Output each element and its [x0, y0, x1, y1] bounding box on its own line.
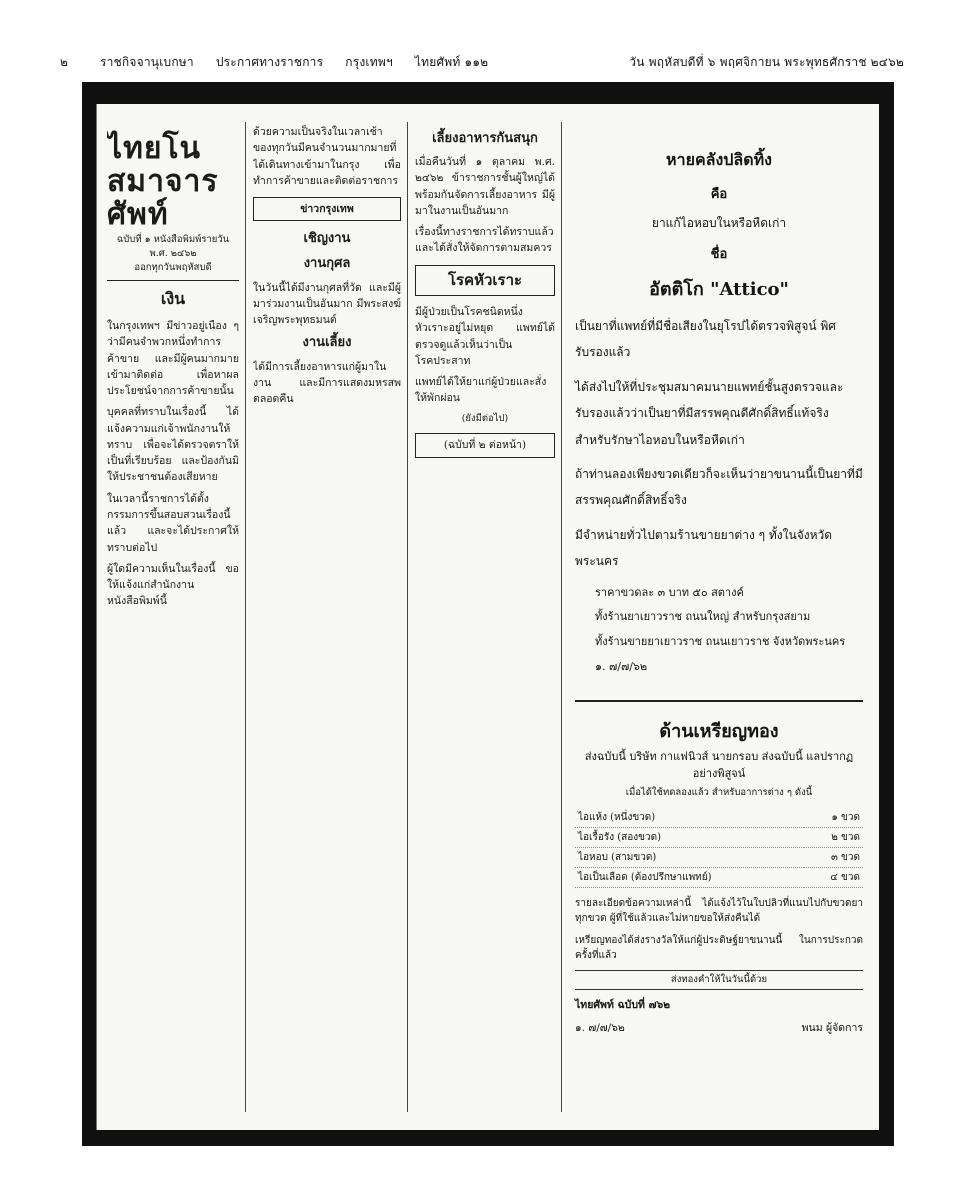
ad2-table-row [575, 867, 863, 887]
ad2-row-item: ไอเรื้อรัง (สองขวด) [575, 827, 804, 847]
ad2-table-row [575, 847, 863, 867]
subhead-dinner: งานเลี้ยง [302, 335, 352, 351]
ad2-row-item: ไอเป็นเลือด (ต้องปรึกษาแพทย์) [575, 867, 804, 887]
headline-money: เงิน [160, 289, 186, 309]
ad2-date: ๑. ๗/๗/๖๒ [575, 1021, 625, 1034]
ad2-row-item: ไอแห้ง (หนึ่งขวด) [575, 808, 804, 828]
col1-paragraph-4: ผู้ใดมีความเห็นในเรื่องนี้ ขอให้แจ้งแก่สำนักงานหนังสือพิมพ์นี้ [107, 562, 239, 608]
ad-signature-2: ทั้งร้านขายยาเยาวราช ถนนเยาวราช จังหวัดพระนคร [595, 635, 846, 649]
ad2-lead: ส่งฉบับนี้ บริษัท กาแฟนิวส์ นายกรอบ ส่งฉบับนี้ แลปรากฏอย่างพิสูจน์ [584, 750, 854, 780]
ad2-signature: พนม ผู้จัดการ [801, 1021, 863, 1034]
continued-note: (ยังมีต่อไป) [461, 412, 509, 424]
column-3 [415, 124, 555, 1112]
col3-paragraph-4: แพทย์ได้ให้ยาแก่ผู้ป่วยและสั่งให้พักผ่อน [415, 376, 547, 405]
ad2-note-1: รายละเอียดข้อความเหล่านี้ ได้แจ้งไว้ในใบปลิวที่แนบไปกับขวดยาทุกขวด ผู้ที่ใช้แล้วและไม่หายขอให้ส่งคืนได้ [575, 897, 863, 925]
subhead-deeds: งานกุศล [303, 256, 351, 272]
ad-subtitle: ยาแก้ไอหอบในหรือหืดเก่า [651, 216, 787, 230]
ad-connector-1: คือ [710, 187, 728, 202]
subhead-invite: เชิญงาน [303, 231, 351, 247]
col3-paragraph-3: มีผู้ป่วยเป็นโรคชนิดหนึ่ง หัวเราะอยู่ไม่หยุด แพทย์ได้ตรวจดูแล้วเห็นว่าเป็นโรคประสาท [415, 305, 555, 367]
ad2-row-item: ไอหอบ (สามขวด) [575, 847, 804, 867]
page-number: ๒ [60, 54, 69, 69]
headline-laughing-disease: โรคหัวเราะ [415, 265, 555, 296]
ad2-title: ด้านเหรียญทอง [659, 721, 779, 743]
ad2-row-value: ๔ ขวด [804, 867, 863, 887]
ad2-table-row [575, 808, 863, 828]
ad2-footer: ไทยศัพท์ ฉบับที่ ๗๖๒ [575, 998, 671, 1011]
ad-paragraph-2: ได้ส่งไปให้ที่ประชุมสมาคมนายแพทย์ชั้นสูงตรวจและรับรองแล้วว่าเป็นยาที่มีสรรพคุณดีศักดิ์สิทธิ์แท้จริง สำหรับรักษาไอหอบในหรือหืดเก่า [575, 379, 844, 447]
ad2-table [575, 808, 863, 888]
ad2-note-2: เหรียญทองได้ส่งรางวัลให้แก่ผู้ประดิษฐ์ยาขนานนี้ ในการประกวดครั้งที่แล้ว [575, 934, 863, 962]
col2-paragraph-1: ด้วยความเป็นจริงในเวลาเช้า ของทุกวันมีคนจำนวนมากมายที่ได้เดินทางเข้ามาในกรุง เพื่อทำการค้าขายและติดต่อราชการ [253, 126, 401, 187]
col2-paragraph-3: ได้มีการเลี้ยงอาหารแก่ผู้มาในงาน และมีการแสดงมหรสพตลอดคืน [253, 360, 401, 406]
header-issue: ไทยศัพท์ ๑๑๒ [414, 54, 489, 69]
ad2-row-value: ๓ ขวด [804, 847, 863, 867]
ad-signature-1: ทั้งร้านยาเยาวราช ถนนใหญ่ สำหรับกรุงสยาม [595, 610, 811, 624]
ad-paragraph-4: มีจำหน่ายทั่วไปตามร้านขายยาต่าง ๆ ทั้งในจังหวัดพระนคร [575, 527, 833, 569]
ad-paragraph-3: ถ้าท่านลองเพียงขวดเดียวก็จะเห็นว่ายาขนานนี้เป็นยาที่มีสรรพคุณศักดิ์สิทธิ์จริง [575, 466, 863, 508]
col2-paragraph-2: ในวันนี้ได้มีงานกุศลที่วัด และมีผู้มาร่วมงานเป็นอันมาก มีพระสงฆ์เจริญพระพุทธมนต์ [253, 281, 401, 327]
ad2-table-row [575, 827, 863, 847]
ad-price: ราคาขวดละ ๓ บาท ๕๐ สตางค์ [595, 585, 744, 599]
col3-paragraph-2: เรื่องนี้ทางราชการได้ทราบแล้ว และได้สั่งให้จัดการตามสมควร [415, 226, 554, 255]
headline-dinner: เลี้ยงอาหารกันสนุก [432, 131, 538, 146]
masthead-sub2: ออกทุกวันพฤหัสบดี [134, 261, 212, 273]
col3-paragraph-1: เมื่อคืนวันที่ ๑ ตุลาคม พ.ศ. ๒๔๖๒ ข้าราชการชั้นผู้ใหญ่ได้พร้อมกันจัดการเลี้ยงอาหาร มีผู้มาในงานเป็นอันมาก [415, 156, 555, 217]
masthead-sub1: ฉบับที่ ๑ หนังสือพิมพ์รายวัน พ.ศ. ๒๔๖๒ [116, 234, 230, 259]
ad2-sub-note: ส่งทองคำให้ในวันนี้ด้วย [575, 970, 863, 990]
col1-paragraph-3: ในเวลานี้ราชการได้ตั้งกรรมการขึ้นสอบสวนเรื่องนี้แล้ว และจะได้ประกาศให้ทราบต่อไป [107, 492, 239, 554]
header-date: วัน พฤหัสบดีที่ ๖ พฤศจิกายน พระพุทธศักราช ๒๔๖๒ [629, 54, 904, 69]
column-1 [107, 124, 239, 1112]
ad-title: หายคลังปลิดทิ้ง [666, 150, 772, 169]
headline-bangkok-news: ข่าวกรุงเทพ [253, 197, 401, 221]
ad2-row-value: ๑ ขวด [804, 808, 863, 828]
newspaper-page [96, 104, 879, 1130]
ad2-row-value: ๒ ขวด [804, 827, 863, 847]
header-sub: ประกาศทางราชการ [215, 54, 324, 69]
col1-paragraph-1: ในกรุงเทพฯ มีข่าวอยู่เนือง ๆ ว่ามีคนจำพวกหนึ่งทำการค้าขาย และมีผู้คนมากมายเข้ามาติดต่อ เพื่อหาผลประโยชน์จากการค้าขายนั้น [107, 320, 239, 398]
ad-date: ๑. ๗/๗/๖๒ [595, 660, 648, 674]
masthead: ไทยโนสมาจารศัพท์ [107, 131, 219, 232]
ad-product-name: อัตติโก "Attico" [649, 279, 789, 300]
header-title: ราชกิจจานุเบกษา [100, 54, 194, 69]
ad-connector-2: ชื่อ [710, 247, 728, 262]
running-header [60, 50, 904, 74]
col1-paragraph-2: บุคคลที่ทราบในเรื่องนี้ ได้แจ้งความแก่เจ้าพนักงานให้ทราบ เพื่อจะได้ตรวจตราให้เป็นที่เรียบร้อย และป้องกันมิให้ประชาชนต้องเสียหาย [107, 406, 239, 484]
ad-paragraph-1: เป็นยาที่แพทย์ที่มีชื่อเสียงในยุโรปได้ตรวจพิสูจน์ พิศรับรองแล้ว [575, 319, 836, 360]
header-city: กรุงเทพฯ [345, 54, 393, 69]
column-footer-box: (ฉบับที่ ๒ ต่อหน้า) [415, 433, 555, 457]
ad2-table-intro: เมื่อได้ใช้ทดลองแล้ว สำหรับอาการต่าง ๆ ดังนี้ [625, 787, 813, 799]
column-2 [253, 124, 401, 1112]
advertisement-column [575, 124, 863, 1036]
